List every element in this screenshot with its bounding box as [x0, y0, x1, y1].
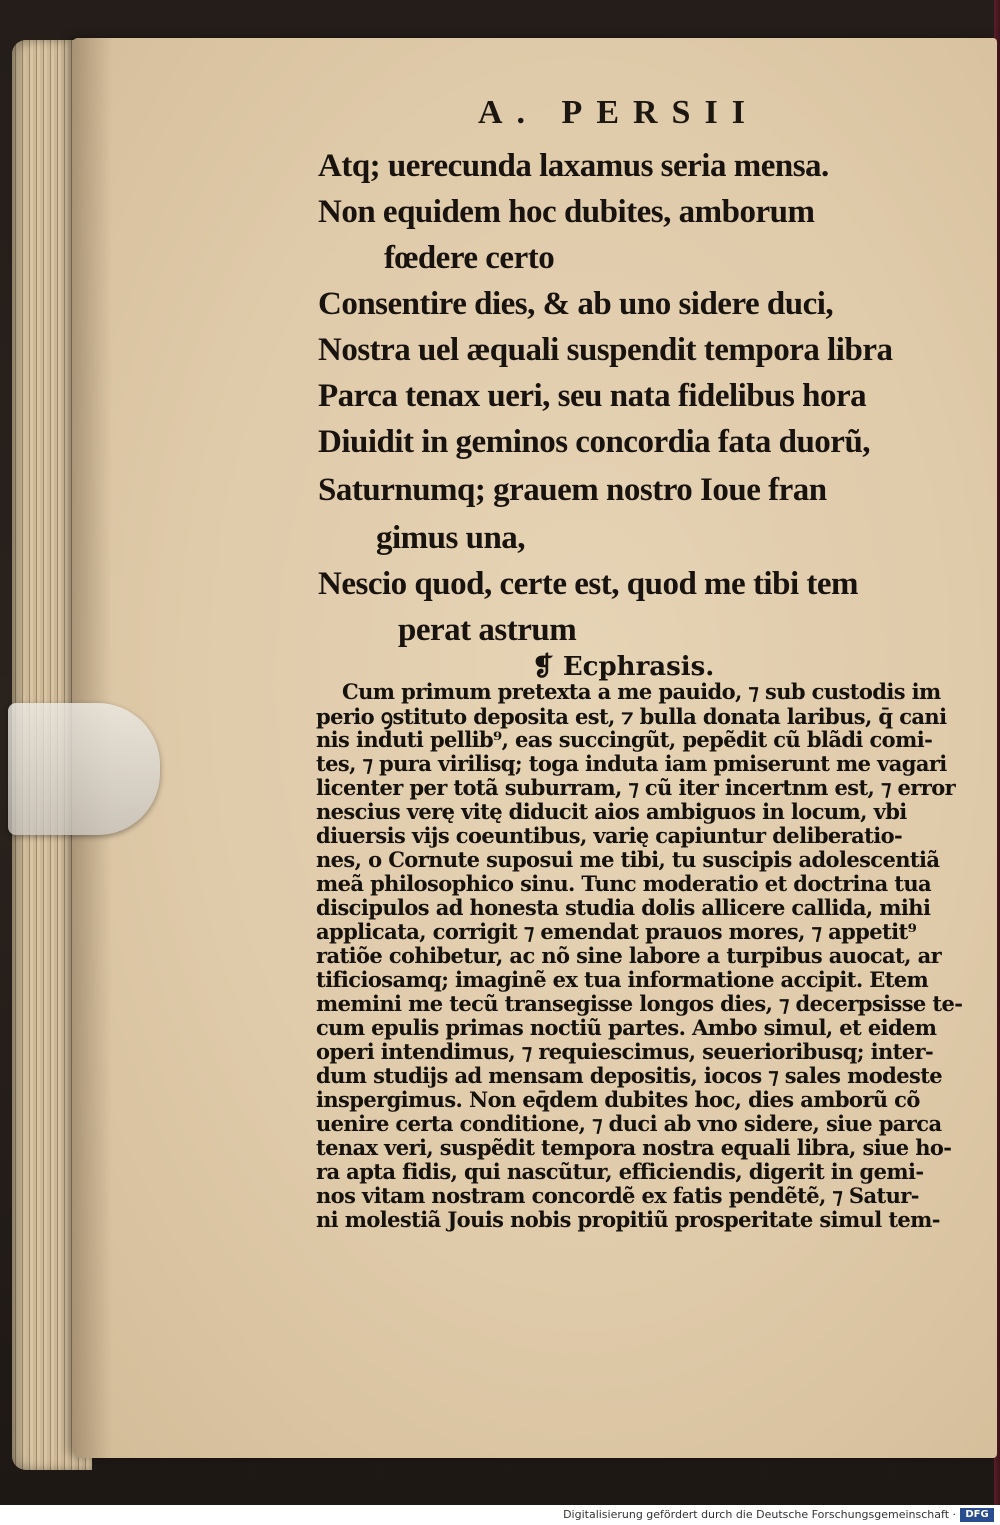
verse-line: Nescio quod, certe est, quod me tibi tem	[318, 566, 859, 602]
running-head: A. PERSII	[478, 94, 759, 131]
commentary-line: dum studijs ad mensam depositis, iocos ⁊ sales modeste	[316, 1063, 943, 1088]
digitization-footer	[0, 1505, 1000, 1525]
commentary-line: nis induti pellib⁹, eas succingũt, pepẽdit cũ blãdi comi-	[316, 727, 933, 752]
commentary-line: uenire certa conditione, ⁊ duci ab vno sidere, siue parca	[316, 1111, 942, 1136]
commentary-line: ratiõe cohibetur, ac nõ sine labore a turpibus auocat, ar	[316, 943, 942, 968]
verse-line: Nostra uel æquali suspendit tempora libra	[318, 332, 893, 368]
verse-line: Non equidem hoc dubites, amborum	[318, 194, 815, 230]
verse-line: Parca tenax ueri, seu nata fidelibus hora	[318, 378, 867, 414]
commentary-line: inspergimus. Non eq̄dem dubites hoc, dies amborũ cõ	[316, 1087, 920, 1112]
commentary-line: ra apta fidis, qui nascũtur, efficiendis, digerit in gemi-	[316, 1159, 924, 1184]
commentary-line: discipulos ad honesta studia dolis allicere callida, mihi	[316, 895, 931, 920]
commentary-line: applicata, corrigit ⁊ emendat prauos mores, ⁊ appetit⁹	[316, 919, 917, 944]
commentary-line: cum epulis primas noctiũ partes. Ambo simul, et eidem	[316, 1015, 937, 1040]
page-clip	[8, 703, 160, 835]
verse-line: Consentire dies, & ab uno sidere duci,	[318, 286, 834, 322]
verse-line: Atq; uerecunda laxamus seria mensa.	[318, 148, 829, 184]
dfg-logo: DFG	[960, 1508, 994, 1522]
verse-line: gimus una,	[376, 520, 526, 556]
footer-credit: Digitalisierung gefördert durch die Deutsche Forschungsgemeinschaft ·	[563, 1508, 956, 1521]
verse-line: Saturnumq; grauem nostro Ioue fran	[318, 472, 827, 508]
verse-line: perat astrum	[398, 612, 577, 648]
commentary-line: diuersis vijs coeuntibus, varię capiuntur deliberatio-	[316, 823, 903, 848]
commentary-line: tenax veri, suspẽdit tempora nostra equali libra, siue ho-	[316, 1135, 952, 1160]
commentary-line: tificiosamq; imaginẽ ex tua informatione accipit. Etem	[316, 967, 929, 992]
commentary-line: nos vitam nostram concordẽ ex fatis pendẽtẽ, ⁊ Satur-	[316, 1183, 919, 1208]
commentary-line: memini me tecũ transegisse longos dies, ⁊ decerpsisse te-	[316, 991, 963, 1016]
verse-line: Diuidit in geminos concordia fata duorũ,	[318, 424, 871, 460]
commentary-line: operi intendimus, ⁊ requiescimus, seuerioribusq; inter-	[316, 1039, 934, 1064]
commentary-line: ni molestiã Jouis nobis propitiũ prosperitate simul tem-	[316, 1207, 940, 1232]
commentary-line: meã philosophico sinu. Tunc moderatio et doctrina tua	[316, 871, 932, 896]
verse-line: fœdere certo	[384, 240, 555, 276]
commentary-line: nescius verę vitę diducit aios ambiguos in locum, vbi	[316, 799, 907, 824]
commentary-heading: ❡ Ecphrasis.	[532, 652, 715, 682]
commentary-line: nes, o Cornute suposui me tibi, tu suscipis adolescentiã	[316, 847, 940, 872]
commentary-line: tes, ⁊ pura virilisq; toga induta iam pmiserunt me vagari	[316, 751, 947, 776]
commentary-line: licenter per totã suburram, ⁊ cũ iter incertnm est, ⁊ error	[316, 775, 956, 800]
commentary-line: perio ꝯstituto deposita est, ⁊ bulla donata laribus, q̄ cani	[316, 704, 947, 729]
commentary-line: Cum primum pretexta a me pauido, ⁊ sub custodis im	[342, 679, 941, 704]
